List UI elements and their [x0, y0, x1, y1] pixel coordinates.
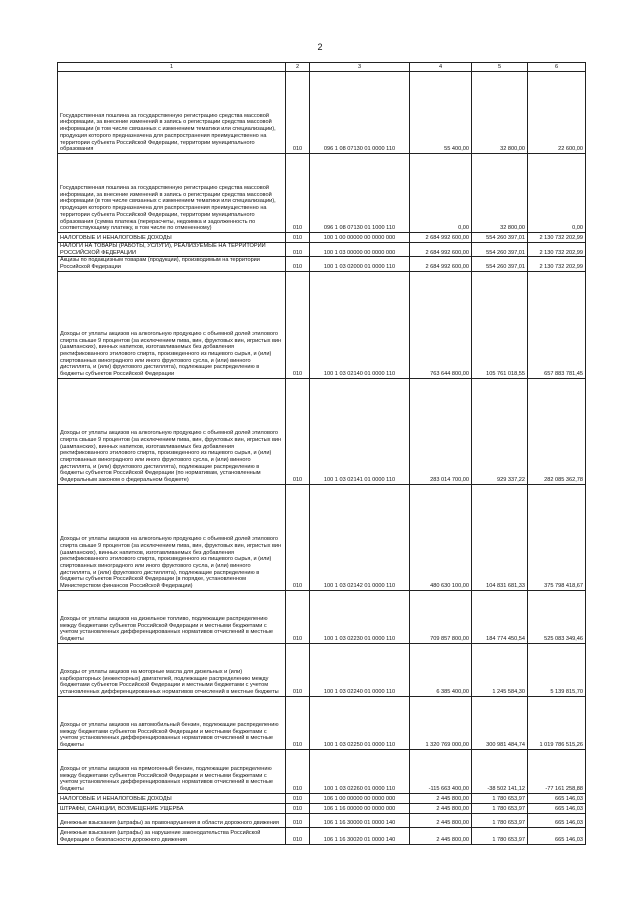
row-line-code-cell: 010 [286, 749, 310, 793]
row-approved-cell: 1 320 769 000,00 [410, 696, 472, 749]
row-budget-code-cell: 106 1 00 00000 00 0000 000 [310, 793, 410, 803]
row-remaining-cell: 665 146,03 [528, 793, 586, 803]
table-row [58, 827, 586, 844]
row-executed-cell: 32 800,00 [472, 154, 528, 233]
row-budget-code-cell: 096 1 08 07130 01 1000 110 [310, 154, 410, 233]
column-header: 5 [472, 63, 528, 72]
row-budget-code-cell: 100 1 03 02140 01 0000 110 [310, 271, 410, 378]
row-budget-code-cell: 100 1 03 02000 01 0000 110 [310, 257, 410, 271]
row-approved-cell: 2 684 992 600,00 [410, 233, 472, 243]
row-remaining-cell: 375 798 418,67 [528, 484, 586, 590]
row-approved-cell: 283 014 700,00 [410, 378, 472, 484]
row-line-code-cell: 010 [286, 72, 310, 154]
row-approved-cell: 709 857 800,00 [410, 590, 472, 643]
row-approved-cell: 2 684 992 600,00 [410, 243, 472, 257]
row-approved-cell: 55 400,00 [410, 72, 472, 154]
row-name-cell: Акцизы по подакцизным товарам (продукции), производимым на территории Российской Федерации [58, 257, 286, 271]
row-line-code-cell: 010 [286, 154, 310, 233]
row-name-cell: НАЛОГИ НА ТОВАРЫ (РАБОТЫ, УСЛУГИ), РЕАЛИЗУЕМЫЕ НА ТЕРРИТОРИИ РОССИЙСКОЙ ФЕДЕРАЦИИ [58, 243, 286, 257]
row-budget-code-cell: 100 1 03 02230 01 0000 110 [310, 590, 410, 643]
row-line-code-cell: 010 [286, 803, 310, 813]
row-budget-code-cell: 100 1 03 02250 01 0000 110 [310, 696, 410, 749]
row-line-code-cell: 010 [286, 378, 310, 484]
table-row [58, 378, 586, 484]
row-remaining-cell: 665 146,03 [528, 827, 586, 844]
row-line-code-cell: 010 [286, 696, 310, 749]
row-budget-code-cell: 106 1 16 30020 01 0000 140 [310, 827, 410, 844]
column-header: 2 [286, 63, 310, 72]
column-header: 6 [528, 63, 586, 72]
column-header: 3 [310, 63, 410, 72]
row-line-code-cell: 010 [286, 813, 310, 827]
row-line-code-cell: 010 [286, 243, 310, 257]
table-row [58, 643, 586, 696]
row-name-cell: Государственная пошлина за государственную регистрацию средства массовой информации, за внесение изменений в запись о регистрации средства массовой информации (в том числе связанных с изменением тематики или специализации), продукция которого предназначена для распространения преимущественно на территории субъекта Российской Федерации, территории муниципального образования (сумма платежа (перерасчеты, недоимка и задолженность по соответствующему платежу, в том числе по отмененному) [58, 154, 286, 233]
row-name-cell: Доходы от уплаты акцизов на алкогольную продукцию с объемной долей этилового спирта свыше 9 процентов (за исключением пива, вин, фруктовых вин, игристых вин (шампанских), винных напитков, изготавливаемых без добавления ректификованного этилового спирта, произведенного из пищевого сырья, и (или) спиртованных виноградного или иного фруктового сусла, и (или) винного дистиллята, и (или) фруктового дистиллята), подлежащие распределению в бюджеты субъектов Российской Федерации (в порядке, установленном Министерством финансов Российской Федерации) [58, 484, 286, 590]
table-row [58, 696, 586, 749]
row-approved-cell: 2 445 800,00 [410, 803, 472, 813]
table-row [58, 72, 586, 154]
row-budget-code-cell: 100 1 00 00000 00 0000 000 [310, 233, 410, 243]
row-approved-cell: 2 445 800,00 [410, 827, 472, 844]
table-row [58, 271, 586, 378]
row-line-code-cell: 010 [286, 484, 310, 590]
row-executed-cell: 32 800,00 [472, 72, 528, 154]
row-line-code-cell: 010 [286, 271, 310, 378]
column-header: 4 [410, 63, 472, 72]
row-line-code-cell: 010 [286, 827, 310, 844]
row-budget-code-cell: 100 1 03 02260 01 0000 110 [310, 749, 410, 793]
row-budget-code-cell: 106 1 16 30000 01 0000 140 [310, 813, 410, 827]
row-approved-cell: 0,00 [410, 154, 472, 233]
row-budget-code-cell: 106 1 16 00000 00 0000 000 [310, 803, 410, 813]
row-approved-cell: 2 445 800,00 [410, 793, 472, 803]
column-number-row [58, 63, 586, 72]
row-line-code-cell: 010 [286, 257, 310, 271]
row-name-cell: НАЛОГОВЫЕ И НЕНАЛОГОВЫЕ ДОХОДЫ [58, 793, 286, 803]
row-executed-cell: 1 780 653,97 [472, 813, 528, 827]
row-approved-cell: 480 630 100,00 [410, 484, 472, 590]
table-row [58, 154, 586, 233]
row-executed-cell: 104 831 681,33 [472, 484, 528, 590]
row-remaining-cell: 282 085 362,78 [528, 378, 586, 484]
row-budget-code-cell: 100 1 03 02240 01 0000 110 [310, 643, 410, 696]
row-remaining-cell: 0,00 [528, 154, 586, 233]
table-row [58, 793, 586, 803]
row-remaining-cell: 657 883 781,45 [528, 271, 586, 378]
row-name-cell: Доходы от уплаты акцизов на алкогольную продукцию с объемной долей этилового спирта свыше 9 процентов (за исключением пива, вин, фруктовых вин, игристых вин (шампанских), винных напитков, изготавливаемых без добавления ректификованного этилового спирта, произведенного из пищевого сырья, и (или) спиртованных виноградного или иного фруктового сусла, и (или) винного дистиллята, и (или) фруктового дистиллята), подлежащие распределению в бюджеты субъектов Российской Федерации [58, 271, 286, 378]
row-executed-cell: 184 774 450,54 [472, 590, 528, 643]
table-row [58, 749, 586, 793]
row-name-cell: Доходы от уплаты акцизов на моторные масла для дизельных и (или) карбюраторных (инжекторных) двигателей, подлежащие распределению между бюджетами субъектов Российской Федерации и местными бюджетами с учетом установленных дифференцированных нормативов отчислений в местные бюджеты [58, 643, 286, 696]
row-executed-cell: 1 780 653,97 [472, 803, 528, 813]
row-executed-cell: 554 260 397,01 [472, 233, 528, 243]
row-remaining-cell: -77 161 258,88 [528, 749, 586, 793]
row-executed-cell: 554 260 397,01 [472, 243, 528, 257]
row-remaining-cell: 2 130 732 202,99 [528, 233, 586, 243]
row-approved-cell: 6 385 400,00 [410, 643, 472, 696]
column-header: 1 [58, 63, 286, 72]
row-remaining-cell: 5 139 815,70 [528, 643, 586, 696]
row-budget-code-cell: 100 1 03 00000 00 0000 000 [310, 243, 410, 257]
row-name-cell: НАЛОГОВЫЕ И НЕНАЛОГОВЫЕ ДОХОДЫ [58, 233, 286, 243]
row-executed-cell: -38 502 141,12 [472, 749, 528, 793]
row-remaining-cell: 22 600,00 [528, 72, 586, 154]
row-line-code-cell: 010 [286, 233, 310, 243]
row-line-code-cell: 010 [286, 590, 310, 643]
table-row [58, 590, 586, 643]
table-row [58, 813, 586, 827]
row-name-cell: Доходы от уплаты акцизов на прямогонный бензин, подлежащие распределению между бюджетами субъектов Российской Федерации и местными бюджетами с учетом установленных дифференцированных нормативов отчислений в местные бюджеты [58, 749, 286, 793]
row-remaining-cell: 2 130 732 202,99 [528, 243, 586, 257]
row-remaining-cell: 1 019 786 515,26 [528, 696, 586, 749]
table-row [58, 803, 586, 813]
row-executed-cell: 929 337,22 [472, 378, 528, 484]
row-budget-code-cell: 096 1 08 07130 01 0000 110 [310, 72, 410, 154]
table-body [58, 63, 586, 845]
row-line-code-cell: 010 [286, 643, 310, 696]
revenue-table [57, 62, 586, 845]
row-line-code-cell: 010 [286, 793, 310, 803]
row-budget-code-cell: 100 1 03 02142 01 0000 110 [310, 484, 410, 590]
row-name-cell: Денежные взыскания (штрафы) за правонарушения в области дорожного движения [58, 813, 286, 827]
row-remaining-cell: 665 146,03 [528, 803, 586, 813]
row-executed-cell: 300 981 484,74 [472, 696, 528, 749]
row-name-cell: Государственная пошлина за государственную регистрацию средства массовой информации, за внесение изменений в запись о регистрации средства массовой информации (в том числе связанных с изменением тематики или специализации), продукция которого предназначена для распространения преимущественно на территории субъекта Российской Федерации, территории муниципального образования [58, 72, 286, 154]
row-remaining-cell: 2 130 732 202,99 [528, 257, 586, 271]
row-approved-cell: 2 684 992 600,00 [410, 257, 472, 271]
table-row [58, 233, 586, 243]
row-name-cell: ШТРАФЫ, САНКЦИИ, ВОЗМЕЩЕНИЕ УЩЕРБА [58, 803, 286, 813]
row-approved-cell: -115 663 400,00 [410, 749, 472, 793]
row-name-cell: Доходы от уплаты акцизов на автомобильный бензин, подлежащие распределению между бюджетами субъектов Российской Федерации и местными бюджетами с учетом установленных дифференцированных нормативов отчислений в местные бюджеты [58, 696, 286, 749]
row-budget-code-cell: 100 1 03 02141 01 0000 110 [310, 378, 410, 484]
table-row [58, 484, 586, 590]
row-executed-cell: 105 761 018,55 [472, 271, 528, 378]
page-number: 2 [317, 42, 323, 52]
row-executed-cell: 1 245 584,30 [472, 643, 528, 696]
row-executed-cell: 1 780 653,97 [472, 827, 528, 844]
row-remaining-cell: 665 146,03 [528, 813, 586, 827]
row-approved-cell: 2 445 800,00 [410, 813, 472, 827]
row-name-cell: Доходы от уплаты акцизов на дизельное топливо, подлежащие распределению между бюджетами субъектов Российской Федерации и местными бюджетами с учетом установленных дифференцированных нормативов отчислений в местные бюджеты [58, 590, 286, 643]
table-row [58, 257, 586, 271]
row-name-cell: Денежные взыскания (штрафы) за нарушение законодательства Российской Федерации о безопасности дорожного движения [58, 827, 286, 844]
row-executed-cell: 1 780 653,97 [472, 793, 528, 803]
row-name-cell: Доходы от уплаты акцизов на алкогольную продукцию с объемной долей этилового спирта свыше 9 процентов (за исключением пива, вин, фруктовых вин, игристых вин (шампанских), винных напитков, изготавливаемых без добавления ректификованного этилового спирта, произведенного из пищевого сырья, и (или) спиртованных виноградного или иного фруктового сусла, и (или) винного дистиллята, и (или) фруктового дистиллята), подлежащие распределению в бюджеты субъектов Российской Федерации (по нормативам, установленным Федеральным законом о федеральном бюджете) [58, 378, 286, 484]
row-executed-cell: 554 260 397,01 [472, 257, 528, 271]
row-approved-cell: 763 644 800,00 [410, 271, 472, 378]
row-remaining-cell: 525 083 349,46 [528, 590, 586, 643]
table-row [58, 243, 586, 257]
